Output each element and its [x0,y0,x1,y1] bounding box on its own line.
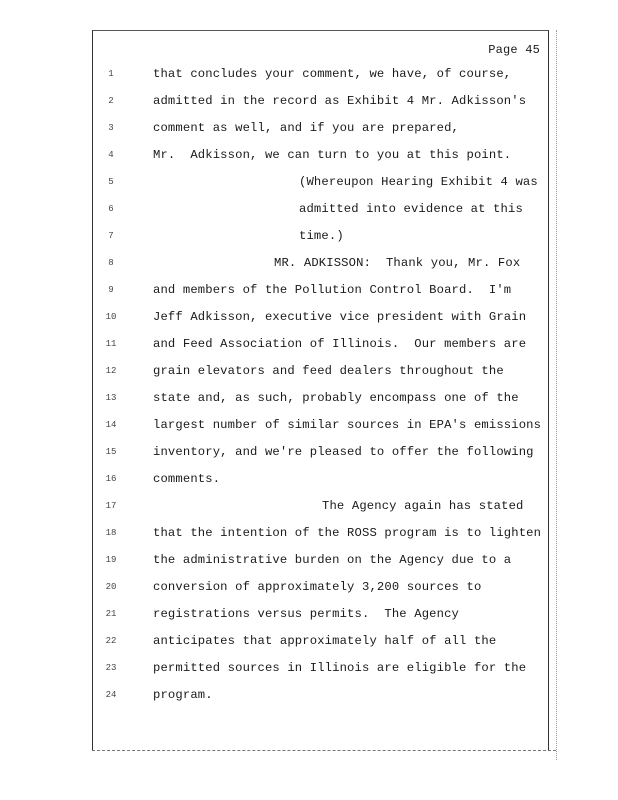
line-text: Mr. Adkisson, we can turn to you at this point. [153,148,512,162]
transcript-line [93,364,548,384]
line-text: time.) [299,229,344,243]
transcript-line [93,499,548,519]
transcript-line [93,391,548,411]
transcript-line [93,634,548,654]
line-number: 14 [105,420,117,430]
line-text: the administrative burden on the Agency due to a [153,553,512,567]
line-number: 24 [105,690,117,700]
line-number: 15 [105,447,117,457]
line-number: 19 [105,555,117,565]
transcript-line [93,688,548,708]
transcript-line [93,580,548,600]
line-number: 16 [105,474,117,484]
transcript-line [93,148,548,168]
transcript-line [93,661,548,681]
line-text: state and, as such, probably encompass one of the [153,391,519,405]
line-number: 4 [108,150,114,160]
line-number: 2 [108,96,114,106]
line-text: inventory, and we're pleased to offer the following [153,445,534,459]
line-text: and Feed Association of Illinois. Our members are [153,337,527,351]
line-text: largest number of similar sources in EPA's emissions [153,418,542,432]
page-bottom-rule [92,750,556,751]
line-number: 22 [105,636,117,646]
line-number: 20 [105,582,117,592]
line-text: that the intention of the ROSS program is to lighten [153,526,542,540]
line-number: 1 [108,69,114,79]
line-text: permitted sources in Illinois are eligible for the [153,661,527,675]
transcript-line [93,175,548,195]
transcript-page [92,30,549,750]
line-text: comment as well, and if you are prepared, [153,121,460,135]
line-number: 3 [108,123,114,133]
line-number: 8 [108,258,114,268]
transcript-line [93,472,548,492]
page-number: Page 45 [488,43,540,57]
line-text: and members of the Pollution Control Board. I'm [153,283,512,297]
line-text: (Whereupon Hearing Exhibit 4 was [299,175,538,189]
line-number: 6 [108,204,114,214]
line-text: program. [153,688,213,702]
line-number: 17 [105,501,117,511]
line-number: 10 [105,312,117,322]
line-number: 12 [105,366,117,376]
line-text: The Agency again has stated [322,499,524,513]
line-text: that concludes your comment, we have, of course, [153,67,512,81]
transcript-line [93,256,548,276]
line-number: 13 [105,393,117,403]
line-number: 23 [105,663,117,673]
page-right-rule [556,30,557,760]
line-text: anticipates that approximately half of all the [153,634,497,648]
transcript-line [93,121,548,141]
transcript-line [93,202,548,222]
line-number: 11 [105,339,117,349]
line-text: comments. [153,472,221,486]
line-number: 7 [108,231,114,241]
transcript-line [93,67,548,87]
transcript-line [93,283,548,303]
transcript-line [93,418,548,438]
line-text: admitted into evidence at this [299,202,523,216]
line-number: 18 [105,528,117,538]
transcript-line [93,310,548,330]
line-number: 5 [108,177,114,187]
transcript-line [93,229,548,249]
line-number: 21 [105,609,117,619]
transcript-line [93,337,548,357]
transcript-line [93,445,548,465]
line-text: conversion of approximately 3,200 sources to [153,580,482,594]
transcript-line [93,94,548,114]
line-text: Jeff Adkisson, executive vice president with Grain [153,310,527,324]
transcript-line [93,526,548,546]
line-text: MR. ADKISSON: Thank you, Mr. Fox [274,256,521,270]
transcript-line [93,553,548,573]
line-text: admitted in the record as Exhibit 4 Mr. Adkisson's [153,94,527,108]
line-text: grain elevators and feed dealers throughout the [153,364,504,378]
line-text: registrations versus permits. The Agency [153,607,460,621]
transcript-line [93,607,548,627]
line-number: 9 [108,285,114,295]
